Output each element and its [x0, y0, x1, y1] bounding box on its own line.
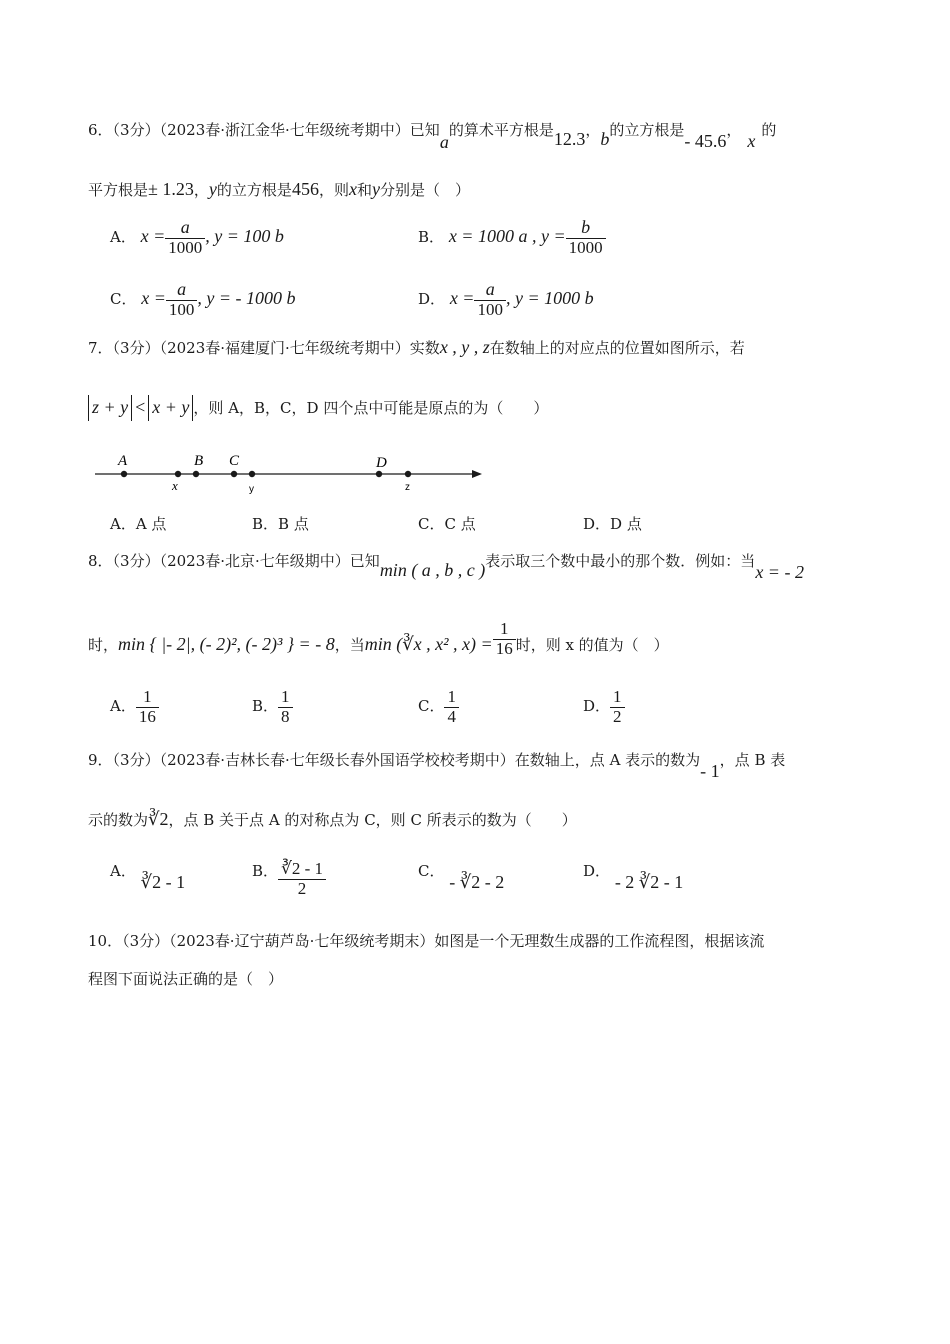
q8-line2-suffix: 时，则 x 的值为（ ） — [515, 636, 669, 655]
numerator: a — [177, 279, 187, 299]
q9-option-c[interactable] — [418, 860, 505, 892]
option-label: B． — [418, 227, 445, 246]
label-a: A — [118, 453, 128, 469]
q7-prefix: 7．（3分）（2023春·福建厦门·七年级统考期中）实数 — [88, 339, 440, 357]
q7-option-c[interactable]: C．C 点 — [418, 515, 476, 533]
q6-line2-suffix: 分别是（ ） — [379, 181, 470, 199]
point-b — [193, 471, 199, 477]
denominator: 16 — [136, 707, 159, 727]
q6-text-y: 的立方根是 — [216, 181, 292, 199]
q7-option-b[interactable]: B．B 点 — [252, 515, 309, 533]
q8-line2 — [88, 619, 669, 658]
q7-lt: < — [135, 397, 146, 417]
q9-line2-prefix: 示的数为 — [88, 811, 149, 829]
q7-number-line — [90, 448, 490, 496]
q6-var-y2: y — [371, 179, 380, 199]
label-b: B — [194, 453, 204, 469]
q9-line2-suffix: ，点 B 关于点 A 的对称点为 C，则 C 所表示的数为（ ） — [168, 811, 577, 829]
numerator: b — [581, 217, 591, 237]
expr-part: , y = - 1000 b — [197, 287, 296, 308]
option-label: D． — [583, 697, 611, 716]
q7-vars: x , y , z — [439, 337, 490, 357]
q6-option-c[interactable] — [110, 280, 296, 319]
q9-line1 — [88, 750, 786, 781]
q6-comma2: ， — [726, 121, 742, 139]
q6-prefix: 6．（3分）（2023春·浙江金华·七年级统考期中）已知 — [88, 121, 440, 139]
option-label: C． — [418, 862, 445, 880]
expr-part: x = — [141, 287, 166, 308]
numerator: a — [485, 279, 495, 299]
numerator: 1 — [447, 687, 456, 706]
q7-line1 — [88, 338, 745, 356]
denominator: 4 — [444, 707, 459, 727]
q6-and: 和 — [356, 181, 372, 199]
expr-part: x = 1000 a , y = — [448, 225, 566, 246]
q9-option-b[interactable] — [252, 860, 326, 898]
label-d: D — [376, 455, 387, 471]
fraction — [278, 688, 293, 726]
option-value: ∛2 - 1 — [140, 872, 186, 892]
q8-example-x: x = - 2 — [755, 562, 804, 582]
q8-min-example: min { |- 2|, (- 2)², (- 2)³ } = - 8 — [118, 634, 335, 655]
q8-option-d[interactable] — [583, 688, 625, 726]
q8-option-a[interactable] — [110, 688, 159, 726]
option-label: C． — [418, 697, 445, 716]
q7-line2 — [88, 395, 548, 421]
q8-min-expr: min ( a , b , c ) — [379, 560, 486, 580]
option-label: A． — [110, 697, 136, 716]
q6-option-b[interactable] — [418, 218, 606, 257]
q6-val-a: 12.3 — [553, 129, 586, 149]
q6-text-a: 的算术平方根是 — [448, 121, 554, 139]
expr-part: x = — [140, 225, 166, 246]
q9-line2 — [88, 810, 577, 828]
q8-line2-mid: ，当 — [334, 636, 365, 655]
q8-cond-fraction — [493, 620, 516, 658]
q6-var-a: a — [439, 132, 449, 152]
q7-abs2: x + y — [148, 395, 193, 421]
expr-part: x = — [449, 287, 475, 308]
q6-var-y: y — [208, 179, 217, 199]
expr-part: , y = 1000 b — [505, 287, 594, 308]
q9-suffix: ，点 B 表 — [719, 751, 786, 769]
fraction — [136, 688, 159, 726]
q7-abs1: z + y — [88, 395, 132, 421]
arrow-icon — [472, 470, 482, 478]
fraction — [610, 688, 625, 726]
q6-var-x2: x — [348, 179, 357, 199]
q6-text-x: 的 — [761, 121, 777, 139]
fraction — [566, 218, 606, 257]
option-label: B． — [252, 697, 279, 716]
q7-option-d[interactable]: D．D 点 — [583, 515, 642, 533]
label-c: C — [229, 453, 240, 469]
denominator: 8 — [278, 707, 293, 727]
point-y — [249, 471, 255, 477]
q10-line2: 程图下面说法正确的是（ ） — [88, 970, 284, 988]
q8-prefix: 8．（3分）（2023春·北京·七年级期中）已知 — [88, 552, 380, 570]
q6-option-a[interactable] — [110, 218, 284, 257]
q6-var-b: b — [600, 129, 610, 149]
q6-var-x: x — [747, 131, 756, 151]
point-x — [175, 471, 181, 477]
q6-line2-prefix: 平方根是 — [88, 181, 149, 199]
numerator: 1 — [281, 687, 290, 706]
q9-val-b: ∛2 — [148, 809, 169, 829]
label-z: z — [405, 482, 410, 493]
q7-option-a[interactable]: A．A 点 — [110, 515, 167, 533]
q6-line1 — [88, 120, 777, 152]
q8-line1 — [88, 551, 804, 582]
q9-val-a: - 1 — [700, 761, 720, 781]
point-z — [405, 471, 411, 477]
q6-line2 — [88, 180, 470, 198]
point-d — [376, 471, 382, 477]
denominator: 100 — [166, 300, 198, 320]
q7-line2-suffix: ，则 A，B，C，D 四个点中可能是原点的为（ ） — [193, 399, 549, 417]
label-y: y — [249, 484, 254, 495]
q10-line1: 10．（3分）（2023春·辽宁葫芦岛·七年级统考期末）如图是一个无理数生成器的工作流程图，根据该流 — [88, 932, 765, 950]
expr-part: , y = 100 b — [205, 225, 284, 246]
denominator: 1000 — [165, 238, 205, 258]
q8-option-c[interactable] — [418, 688, 459, 726]
denominator: 2 — [610, 707, 625, 727]
option-value: - ∛2 - 2 — [449, 872, 505, 892]
option-label: A． — [110, 862, 136, 880]
label-x: x — [172, 478, 178, 493]
q8-min-cond: min (∛x , x² , x) = — [364, 634, 493, 655]
denominator: 100 — [474, 300, 506, 320]
fraction — [278, 860, 326, 898]
numerator: 1 — [143, 687, 152, 706]
q9-option-d[interactable] — [583, 860, 684, 892]
q8-mid: 表示取三个数中最小的那个数．例如：当 — [485, 552, 756, 570]
q6-text-b: 的立方根是 — [609, 121, 685, 139]
option-value: - 2 ∛2 - 1 — [614, 872, 684, 892]
numerator: 1 — [499, 619, 509, 638]
numerator: a — [180, 217, 190, 237]
point-a — [121, 471, 127, 477]
numerator: 1 — [613, 687, 622, 706]
q6-val-b: - 45.6 — [684, 131, 727, 151]
q9-prefix: 9．（3分）（2023春·吉林长春·七年级长春外国语学校校考期中）在数轴上，点 A 表示的数为 — [88, 751, 701, 769]
option-label: A． — [110, 227, 136, 246]
denominator: 2 — [278, 879, 326, 899]
fraction — [166, 280, 198, 319]
fraction — [444, 688, 459, 726]
option-label: C． — [110, 289, 137, 308]
fraction — [165, 218, 205, 257]
q8-line2-prefix: 时， — [88, 636, 119, 655]
numerator: ∛2 - 1 — [281, 859, 324, 878]
fraction — [474, 280, 506, 319]
option-label: B． — [252, 862, 279, 880]
q6-val-y: 456 — [291, 179, 319, 199]
option-label: D． — [418, 289, 446, 308]
q6-line2-mid: ，则 — [318, 181, 349, 199]
q6-comma1: ， — [585, 121, 601, 139]
q8-option-b[interactable] — [252, 688, 293, 726]
q7-suffix: 在数轴上的对应点的位置如图所示，若 — [489, 339, 745, 357]
denominator: 1000 — [566, 238, 606, 258]
point-c — [231, 471, 237, 477]
q6-option-d[interactable] — [418, 280, 594, 319]
option-label: D． — [583, 862, 611, 880]
q6-comma3: ， — [193, 181, 209, 199]
q6-val-x: ± 1.23 — [148, 179, 194, 199]
q9-option-a[interactable] — [110, 860, 186, 892]
denominator: 16 — [493, 639, 516, 659]
